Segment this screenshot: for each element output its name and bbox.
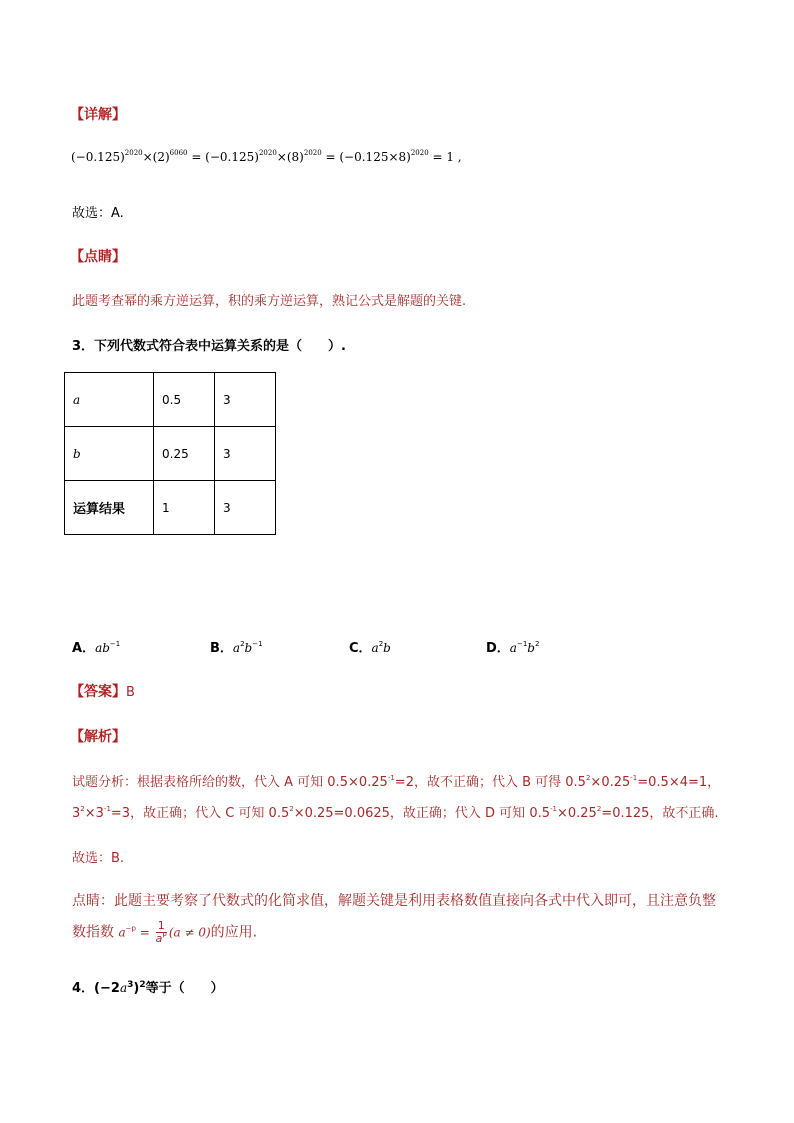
table-row <box>65 481 276 535</box>
table-cell: 1 <box>154 481 215 535</box>
comment-text: 此题考查幂的乘方逆运算，积的乘方逆运算，熟记公式是解题的关键. <box>72 294 467 309</box>
table-cell: b <box>65 427 154 481</box>
table-cell: 3 <box>215 373 276 427</box>
analysis-line-2: $3^2\times 3^{-1}=3$，故正确；代入 C 可知 $0.5^2\times 0.25=0.0625$，故正确；代入 D 可知 $0.5^{-1}\times 0.25^2=0.125$，故不正确. <box>72 805 719 821</box>
data-table <box>64 372 276 535</box>
analysis-line-1: 试题分析：根据表格所给的数，代入 A 可知 $0.5\times 0.25^{-1}=2$，故不正确；代入 B 可得 $0.5^2\times 0.25^{-1}=0.5\times 4=1$， <box>72 774 721 790</box>
comment-heading: 【点睛】 <box>70 249 126 265</box>
table-cell: 0.25 <box>154 427 215 481</box>
option-a[interactable]: A．$ab^{-1}$ <box>72 640 121 656</box>
table-cell: 3 <box>215 481 276 535</box>
answer-value: B <box>126 685 135 700</box>
table-cell: 运算结果 <box>65 481 154 535</box>
table-row <box>65 427 276 481</box>
table-cell: a <box>65 373 154 427</box>
remark-line-2: 数指数 $a^{-p}$ = $\frac{1}{a^p}$ (a ≠ 0)的应用. <box>72 919 258 945</box>
remark-line-1: 点睛：此题主要考察了代数式的化简求值，解题关键是利用表格数值直接向各式中代入即可，且注意负整 <box>72 893 716 909</box>
analysis-choice: 故选：B. <box>72 851 125 866</box>
detail-formula: $(-0.125)^{2020}\times(2)^{6060} = (-0.125)^{2020}\times(8)^{2020} = (-0.125\times 8)^{2020} = 1$ , <box>71 149 462 164</box>
table-cell: 0.5 <box>154 373 215 427</box>
fraction: $\frac{1}{a^p}$ <box>155 919 167 945</box>
option-d[interactable]: D．$a^{-1}b^2$ <box>486 640 540 656</box>
analysis-heading: 【解析】 <box>70 729 126 745</box>
detail-heading: 【详解】 <box>70 107 126 123</box>
question-4-stem: 4．$(-2a^3)^2$等于（ ） <box>72 980 224 996</box>
option-c[interactable]: C．$a^2b$ <box>349 640 391 656</box>
detail-choice: 故选：A. <box>72 206 124 221</box>
table-row <box>65 373 276 427</box>
table-cell: 3 <box>215 427 276 481</box>
question-3-stem: 3．下列代数式符合表中运算关系的是（ ）. <box>72 339 346 354</box>
answer-line: 【答案】B <box>70 684 135 700</box>
option-b[interactable]: B．$a^2b^{-1}$ <box>210 640 263 656</box>
